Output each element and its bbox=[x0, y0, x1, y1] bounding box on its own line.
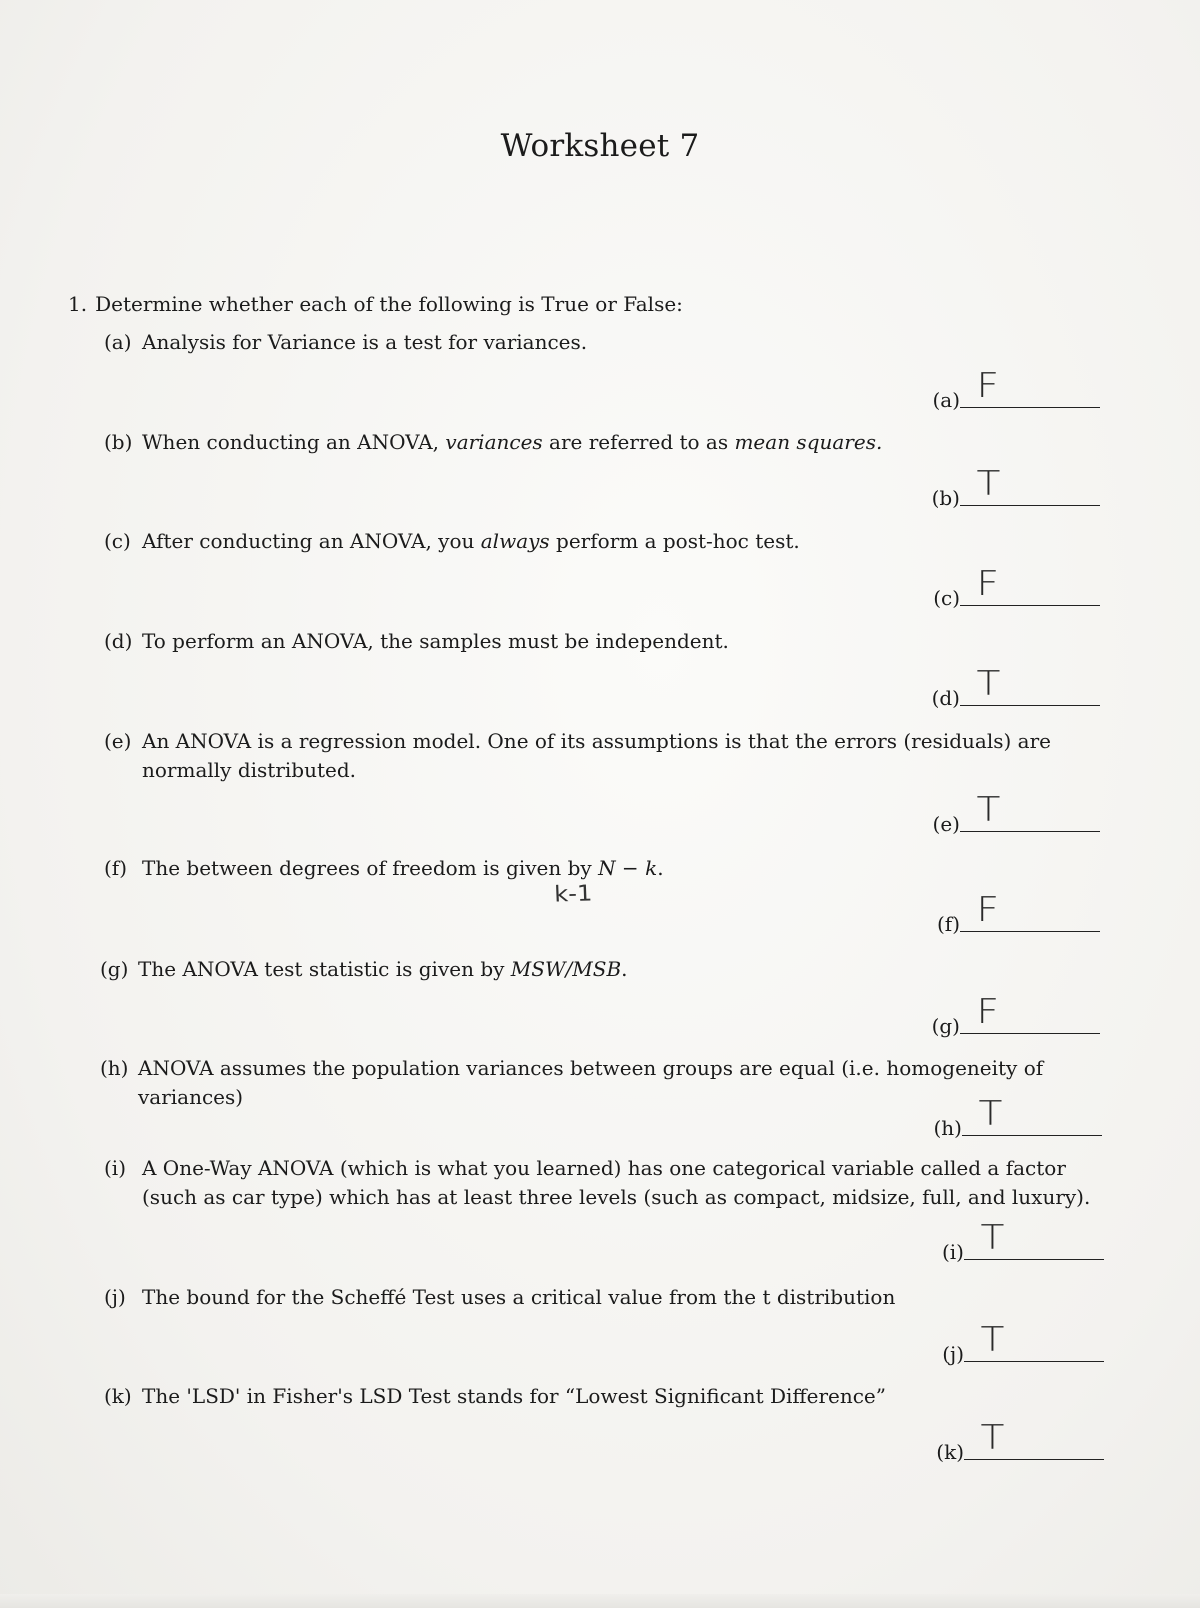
question-label: (i) bbox=[104, 1156, 127, 1180]
answer-line bbox=[960, 605, 1100, 606]
question-b bbox=[104, 428, 1104, 457]
answer-line bbox=[964, 1361, 1104, 1362]
page-edge bbox=[0, 1594, 1200, 1608]
handwritten-answer: F bbox=[976, 992, 1000, 1032]
question-label: (j) bbox=[104, 1285, 126, 1309]
answer-j bbox=[914, 1320, 1104, 1366]
answer-label: (a) bbox=[932, 388, 960, 412]
question-text: To perform an ANOVA, the samples must be independent. bbox=[142, 629, 729, 653]
question-k bbox=[104, 1382, 1104, 1411]
question-label: (a) bbox=[104, 330, 132, 354]
question-text: ANOVA assumes the population variances between groups are equal (i.e. homogeneity of variances) bbox=[138, 1056, 1044, 1109]
question-text: An ANOVA is a regression model. One of its assumptions is that the errors (residuals) are normally distributed. bbox=[142, 729, 1051, 782]
question-label: (h) bbox=[100, 1056, 129, 1080]
answer-b bbox=[910, 464, 1100, 510]
handwritten-answer: T bbox=[976, 664, 1001, 704]
question-label: (g) bbox=[100, 957, 129, 981]
answer-label: (g) bbox=[931, 1014, 960, 1038]
answer-line bbox=[962, 1135, 1102, 1136]
answer-a bbox=[910, 366, 1100, 412]
answer-label: (i) bbox=[941, 1240, 964, 1264]
answer-c bbox=[910, 564, 1100, 610]
answer-line bbox=[964, 1259, 1104, 1260]
answer-label: (h) bbox=[933, 1116, 962, 1140]
question-instruction: Determine whether each of the following is True or False: bbox=[95, 292, 683, 316]
answer-i bbox=[914, 1218, 1104, 1264]
question-text: When conducting an ANOVA, variances are referred to as mean squares. bbox=[142, 430, 883, 454]
question-text: A One-Way ANOVA (which is what you learned) has one categorical variable called a factor (such as car type) which has at least three levels (such as compact, midsize, full, and luxury). bbox=[142, 1156, 1091, 1209]
question-e bbox=[104, 727, 1104, 785]
question-label: (b) bbox=[104, 430, 133, 454]
handwritten-answer: T bbox=[978, 1094, 1003, 1134]
answer-line bbox=[960, 407, 1100, 408]
answer-d bbox=[910, 664, 1100, 710]
answer-label: (b) bbox=[931, 486, 960, 510]
handwritten-answer: T bbox=[976, 464, 1001, 504]
handwritten-answer: T bbox=[980, 1320, 1005, 1360]
question-label: (e) bbox=[104, 729, 132, 753]
question-number: 1. bbox=[68, 292, 88, 316]
page-title: Worksheet 7 bbox=[500, 128, 700, 164]
question-label: (f) bbox=[104, 856, 128, 880]
answer-line bbox=[960, 831, 1100, 832]
answer-label: (e) bbox=[932, 812, 960, 836]
answer-k bbox=[914, 1418, 1104, 1464]
handwritten-answer: T bbox=[980, 1418, 1005, 1458]
question-1-intro bbox=[68, 292, 683, 316]
question-text: Analysis for Variance is a test for variances. bbox=[142, 330, 588, 354]
answer-line bbox=[960, 931, 1100, 932]
question-d bbox=[104, 627, 1104, 656]
question-text: After conducting an ANOVA, you always perform a post-hoc test. bbox=[142, 529, 800, 553]
answer-e bbox=[910, 790, 1100, 836]
answer-label: (j) bbox=[942, 1342, 964, 1366]
handwritten-answer: T bbox=[976, 790, 1001, 830]
question-text: The 'LSD' in Fisher's LSD Test stands for “Lowest Significant Difference” bbox=[142, 1384, 886, 1408]
question-h bbox=[100, 1054, 1110, 1112]
answer-g bbox=[910, 992, 1100, 1038]
question-i bbox=[104, 1154, 1104, 1212]
answer-line bbox=[960, 1033, 1100, 1034]
question-g bbox=[100, 955, 1100, 984]
question-label: (k) bbox=[104, 1384, 132, 1408]
question-label: (d) bbox=[104, 629, 133, 653]
question-f bbox=[104, 854, 1104, 883]
question-a bbox=[104, 328, 1104, 357]
question-text: The ANOVA test statistic is given by MSW/MSB. bbox=[138, 957, 628, 981]
answer-label: (k) bbox=[936, 1440, 964, 1464]
answer-label: (f) bbox=[936, 912, 960, 936]
answer-h bbox=[912, 1094, 1102, 1140]
handwritten-answer: T bbox=[980, 1218, 1005, 1258]
answer-line bbox=[960, 505, 1100, 506]
handwritten-answer: F bbox=[976, 564, 1000, 604]
question-label: (c) bbox=[104, 529, 131, 553]
answer-label: (c) bbox=[933, 586, 960, 610]
answer-label: (d) bbox=[931, 686, 960, 710]
handwritten-answer: F bbox=[976, 890, 1000, 930]
handwritten-note: k-1 bbox=[553, 881, 593, 908]
answer-line bbox=[964, 1459, 1104, 1460]
question-text: The between degrees of freedom is given by N − k. bbox=[142, 856, 664, 880]
answer-line bbox=[960, 705, 1100, 706]
question-j bbox=[104, 1283, 1104, 1312]
question-text: The bound for the Scheffé Test uses a critical value from the t distribution bbox=[142, 1285, 896, 1309]
question-c bbox=[104, 527, 1104, 556]
handwritten-answer: F bbox=[976, 366, 1000, 406]
answer-f bbox=[910, 890, 1100, 936]
